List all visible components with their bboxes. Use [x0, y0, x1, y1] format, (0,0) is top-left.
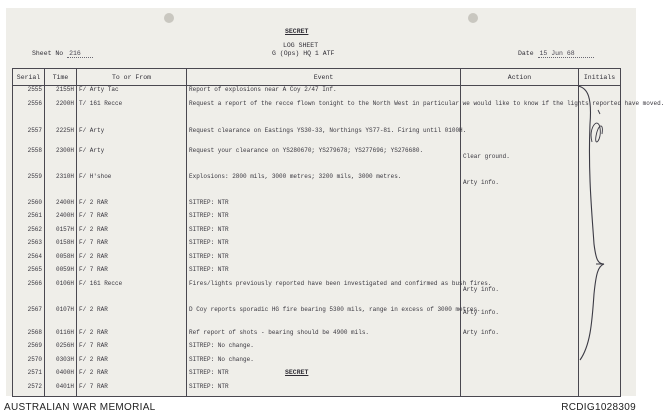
table-row: [13, 253, 621, 267]
time: 2155H: [45, 86, 77, 100]
archive-source: AUSTRALIAN WAR MEMORIAL: [4, 402, 156, 413]
sheet-number: [32, 50, 93, 58]
log-unit: G (Ops) HQ 1 ATF: [272, 50, 335, 57]
table-row: [13, 306, 621, 329]
action: Arty info.: [461, 329, 579, 343]
to-or-from: F/ 7 RAR: [77, 239, 187, 253]
to-or-from: F/ 2 RAR: [77, 253, 187, 267]
action: [461, 226, 579, 240]
serial: 2557: [13, 127, 45, 147]
serial: 2571: [13, 369, 45, 383]
initials: [579, 369, 621, 383]
serial: 2562: [13, 226, 45, 240]
event: SITREP: No change.: [187, 356, 461, 370]
table-row: [13, 266, 621, 280]
table-row: [13, 173, 621, 199]
serial: 2572: [13, 383, 45, 397]
table-header: [13, 69, 621, 86]
initials: [579, 383, 621, 397]
serial: 2561: [13, 212, 45, 226]
handwritten-initials-bracket-icon: [574, 84, 622, 364]
event: Report of explosions near A Coy 2/47 Inf.: [187, 86, 461, 100]
to-or-from: F/ 7 RAR: [77, 212, 187, 226]
classification-top: SECRET: [285, 28, 309, 35]
to-or-from: F/ 2 RAR: [77, 226, 187, 240]
to-or-from: F/ 7 RAR: [77, 383, 187, 397]
archive-id: RCDIG1028309: [561, 402, 636, 413]
action: [461, 253, 579, 267]
event: SITREP: NTR: [187, 266, 461, 280]
col-event: Event: [187, 69, 461, 86]
time: 2400H: [45, 199, 77, 213]
event: Request clearance on Eastings YS30-33, Northings YS77-81. Firing until 0100H.: [187, 127, 461, 147]
time: 2225H: [45, 127, 77, 147]
to-or-from: F/ 2 RAR: [77, 356, 187, 370]
to-or-from: F/ Arty Tac: [77, 86, 187, 100]
serial: 2558: [13, 147, 45, 173]
date-field: [518, 50, 594, 58]
time: 0058H: [45, 253, 77, 267]
sheet-value: 216: [67, 50, 93, 58]
event: SITREP: NTR: [187, 199, 461, 213]
table-row: [13, 280, 621, 306]
action: [461, 356, 579, 370]
archive-footer: [0, 398, 640, 418]
col-action: Action: [461, 69, 579, 86]
table-row: [13, 127, 621, 147]
table-row: [13, 212, 621, 226]
action: Clear ground.: [461, 147, 579, 173]
event: Ref report of shots - bearing should be 4900 mils.: [187, 329, 461, 343]
time: 0059H: [45, 266, 77, 280]
time: 2300H: [45, 147, 77, 173]
classification-bottom: SECRET: [285, 369, 309, 376]
time: 0256H: [45, 342, 77, 356]
time: 0107H: [45, 306, 77, 329]
action: [461, 86, 579, 100]
serial: 2568: [13, 329, 45, 343]
col-to-or-from: To or From: [77, 69, 187, 86]
action: [461, 369, 579, 383]
log-table: [12, 68, 664, 397]
time: 2310H: [45, 173, 77, 199]
to-or-from: F/ 161 Recce: [77, 280, 187, 306]
to-or-from: F/ 2 RAR: [77, 199, 187, 213]
table-row: [13, 100, 621, 127]
serial: 2565: [13, 266, 45, 280]
col-serial: Serial: [13, 69, 45, 86]
serial: 2563: [13, 239, 45, 253]
table-row: [13, 342, 621, 356]
table-row: [13, 86, 621, 100]
serial: 2556: [13, 100, 45, 127]
to-or-from: F/ Arty: [77, 127, 187, 147]
action: [461, 383, 579, 397]
event: Fires/lights previously reported have been investigated and confirmed as bush fires.: [187, 280, 461, 306]
to-or-from: F/ 7 RAR: [77, 266, 187, 280]
serial: 2559: [13, 173, 45, 199]
to-or-from: F/ 7 RAR: [77, 342, 187, 356]
log-title: LOG SHEET: [283, 42, 319, 49]
col-initials: Initials: [579, 69, 621, 86]
col-time: Time: [45, 69, 77, 86]
serial: 2569: [13, 342, 45, 356]
to-or-from: F/ 2 RAR: [77, 369, 187, 383]
event: SITREP: NTR: [187, 226, 461, 240]
action: Arty info.: [461, 173, 579, 199]
document-sheet: [6, 8, 664, 396]
serial: 2570: [13, 356, 45, 370]
punch-hole: [468, 13, 478, 23]
action: [461, 342, 579, 356]
time: 0400H: [45, 369, 77, 383]
action: [461, 212, 579, 226]
date-label: Date: [518, 50, 534, 57]
table-row: [13, 226, 621, 240]
to-or-from: T/ 161 Recce: [77, 100, 187, 127]
table-row: [13, 199, 621, 213]
event: SITREP: NTR: [187, 383, 461, 397]
time: 0116H: [45, 329, 77, 343]
serial: 2555: [13, 86, 45, 100]
event: SITREP: No change.: [187, 342, 461, 356]
event: Request your clearance on YS280670; YS279678; YS277696; YS276680.: [187, 147, 461, 173]
event: Request a report of the recce flown tonight to the North West in particular we would like to know if the lights reported have moved.: [187, 100, 461, 127]
table-row: [13, 369, 621, 383]
table-row: [13, 383, 621, 397]
event: D Coy reports sporadic HG fire bearing 5300 mils, range in excess of 3000 metres.: [187, 306, 461, 329]
action: [461, 239, 579, 253]
action: [461, 199, 579, 213]
table-row: [13, 147, 621, 173]
event: Explosions: 2800 mils, 3000 metres; 3200 mils, 3000 metres.: [187, 173, 461, 199]
time: 0303H: [45, 356, 77, 370]
to-or-from: F/ 2 RAR: [77, 329, 187, 343]
event: SITREP: NTR: [187, 239, 461, 253]
action: [461, 266, 579, 280]
time: 0157H: [45, 226, 77, 240]
event: SITREP: NTR: [187, 253, 461, 267]
serial: 2560: [13, 199, 45, 213]
event: SITREP: NTR: [187, 369, 461, 383]
to-or-from: F/ H'shoe: [77, 173, 187, 199]
to-or-from: F/ Arty: [77, 147, 187, 173]
event: SITREP: NTR: [187, 212, 461, 226]
table-row: [13, 356, 621, 370]
time: 2200H: [45, 100, 77, 127]
action: Arty info.: [461, 306, 579, 329]
time: 2400H: [45, 212, 77, 226]
serial: 2564: [13, 253, 45, 267]
table-row: [13, 239, 621, 253]
time: 0106H: [45, 280, 77, 306]
action: [461, 127, 579, 147]
table-row: [13, 329, 621, 343]
time: 0401H: [45, 383, 77, 397]
date-value: 15 Jun 68: [538, 50, 594, 58]
to-or-from: F/ 2 RAR: [77, 306, 187, 329]
sheet-label: Sheet No: [32, 50, 64, 57]
action: Arty info.: [461, 280, 579, 306]
punch-hole: [164, 13, 174, 23]
serial: 2566: [13, 280, 45, 306]
time: 0158H: [45, 239, 77, 253]
serial: 2567: [13, 306, 45, 329]
